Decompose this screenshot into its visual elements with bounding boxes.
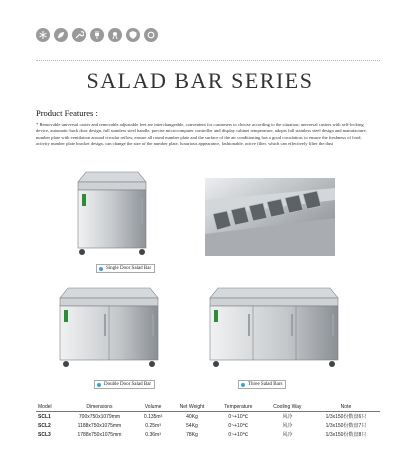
table-cell: 0.36m³ [145,431,161,438]
table-cell: 1/3x150份数盘8只 [325,432,367,438]
features-text: * Removable universal caster and removable adjustable feet are interchangeable, convenient for customers to choose according to the situation; universal casters with self-locking device, automatic back door design, full stainless steel handle, precise microcomputer controller and display cabinet temperature, adopts full stainless steel design and manufacture, number plate with ventilation around circular reflow, ensure all round number plate and the surface of the air conditioning has a good circulation, to ensure the freshness of food, activity number plate bracket design, can change the size of the number plate, luxurious appearance, fashionable, active filter, which can effectively filter the dust [36,122,367,147]
single-door-salad-bar-image [68,168,158,258]
bullet-dot-icon [99,267,103,271]
snowflake-icon [36,28,50,42]
bullet-dot-icon [241,383,245,387]
table-cell: 700x750x1079mm [78,413,121,420]
three-door-salad-bar-image [204,282,344,372]
table-cell: 0~+10℃ [228,431,249,438]
double-door-salad-bar-image [54,282,164,372]
specifications-table [36,403,380,439]
table-cell: 0.135m³ [143,413,163,420]
column-header: Model [38,404,52,410]
table-cell: 1788x750x1075mm [77,431,122,438]
leaf-icon [54,28,68,42]
table-row [36,430,380,439]
column-header: Dimensions [86,404,113,410]
table-cell: 1/3x150份数盘6只 [325,414,367,420]
bullet-dot-icon [97,383,101,387]
three-door-caption-text: Three Salad Bars [248,382,283,387]
table-cell: 风冷 [282,432,293,438]
table-row [36,421,380,430]
plug-icon [90,28,104,42]
single-door-caption-text: Single Door Salad Bar [106,266,152,271]
table-cell: SCL3 [38,431,51,438]
table-row [36,412,380,422]
ring-icon [144,28,158,42]
table-cell: 78Kg [186,431,198,438]
page-title: SALAD BAR SERIES [86,68,314,93]
table-cell: 风冷 [282,414,293,420]
table-cell: 1/3x150份数盘7只 [325,423,367,429]
table-cell: 0~+10℃ [228,413,249,420]
double-door-caption [94,380,155,389]
header-divider [36,60,380,61]
column-header: Volume [144,404,162,410]
table-cell: 54Kg [186,422,198,429]
table-cell: SCL1 [38,413,51,420]
table-cell: 风冷 [282,423,293,429]
table-header-row [36,403,380,412]
table-cell: 1188x750x1075mm [77,422,122,429]
single-door-caption [96,264,155,273]
wrench-icon [72,28,86,42]
table-cell: 40Kg [186,413,198,420]
features-heading: Product Features : [36,108,98,118]
column-header: Temperature [224,404,253,410]
table-cell: SCL2 [38,422,51,429]
ribbon-icon [108,28,122,42]
double-door-caption-text: Double Door Salad Bar [104,382,152,387]
feature-icons-row [36,28,158,42]
table-cell: 0~+10℃ [228,422,249,429]
table-cell: 0.25m³ [145,422,161,429]
pan-detail-image [205,178,335,256]
column-header: Net Weight [179,404,205,410]
three-door-caption [238,380,286,389]
column-header: Cooling Way [273,404,302,410]
shield-icon [126,28,140,42]
column-header: Note [340,404,352,410]
